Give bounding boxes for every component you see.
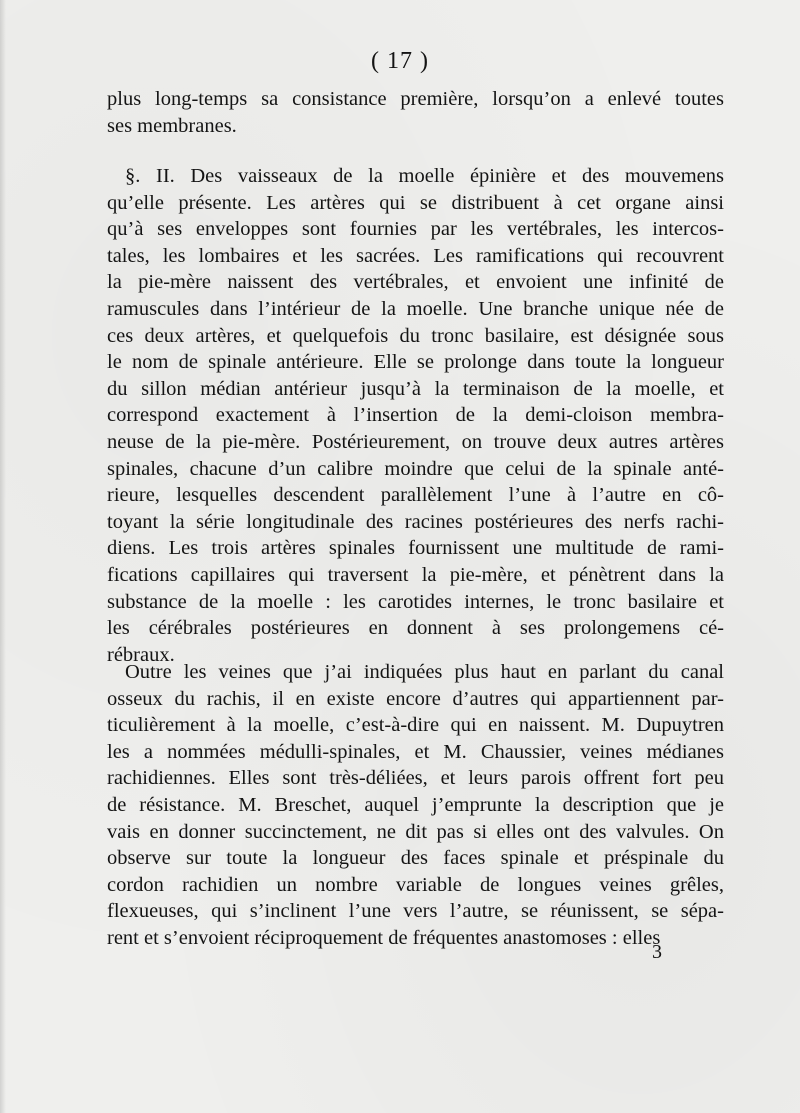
text-line: substance de la moelle : les carotides internes, le tronc basilaire et (107, 590, 724, 613)
text-line: flexueuses, qui s’inclinent l’une vers l’autre, se réunissent, se sépa- (107, 900, 724, 923)
text-line: les a nommées médulli-spinales, et M. Chaussier, veines médianes (107, 740, 724, 763)
text-line: diens. Les trois artères spinales fournissent une multitude de rami- (107, 537, 724, 560)
text-line: qu’elle présente. Les artères qui se distribuent à cet organe ainsi (107, 191, 724, 214)
text-line: les cérébrales postérieures en donnent à ses prolongemens cé- (107, 617, 724, 640)
text-line: du sillon médian antérieur jusqu’à la terminaison de la moelle, et (107, 377, 724, 400)
text-line: la pie-mère naissent des vertébrales, et envoient une infinité de (107, 271, 724, 294)
text-line: plus long-temps sa consistance première, lorsqu’on a enlevé toutes (107, 88, 724, 110)
text-line: qu’à ses enveloppes sont fournies par les vertébrales, les intercos- (107, 218, 724, 241)
text-line: osseux du rachis, il en existe encore d’autres qui appartiennent par- (107, 687, 724, 710)
text-line: rent et s’envoient réciproquement de fréquentes anastomoses : elles (107, 926, 661, 949)
paragraph-2 (107, 163, 724, 668)
text-line: Outre les veines que j’ai indiquées plus haut en parlant du canal (125, 661, 724, 683)
text-line: tales, les lombaires et les sacrées. Les ramifications qui recouvrent (107, 244, 724, 267)
paragraph-3 (107, 659, 724, 952)
text-line: rieure, lesquelles descendent parallèlement l’une à l’autre en cô- (107, 484, 724, 507)
text-line: neuse de la pie-mère. Postérieurement, on trouve deux autres artères (107, 430, 724, 453)
text-line: ramuscules dans l’intérieur de la moelle. Une branche unique née de (107, 297, 724, 320)
text-line: vais en donner succinctement, ne dit pas si elles ont des valvules. On (107, 820, 724, 843)
text-line: ticulièrement à la moelle, c’est-à-dire qui en naissent. M. Dupuytren (107, 714, 724, 737)
text-line: cordon rachidien un nombre variable de longues veines grêles, (107, 873, 724, 896)
text-line: observe sur toute la longueur des faces spinale et préspinale du (107, 847, 724, 870)
text-line: correspond exactement à l’insertion de la demi-cloison membra- (107, 404, 724, 427)
text-line: rachidiennes. Elles sont très-déliées, et leurs parois offrent fort peu (107, 767, 724, 790)
text-line: fications capillaires qui traversent la pie-mère, et pénètrent dans la (107, 563, 724, 586)
paragraph-1 (107, 86, 724, 139)
page-number-header: ( 17 ) (371, 48, 429, 74)
text-line: toyant la série longitudinale des racines postérieures des nerfs rachi- (107, 510, 724, 533)
text-line: le nom de spinale antérieure. Elle se prolonge dans toute la longueur (107, 351, 724, 374)
text-line: spinales, chacune d’un calibre moindre que celui de la spinale anté- (107, 457, 724, 480)
text-line: de résistance. M. Breschet, auquel j’emprunte la description que je (107, 793, 724, 816)
text-line: §. II. Des vaisseaux de la moelle épinière et des mouvemens (125, 165, 724, 187)
text-line: rébraux. (107, 643, 175, 666)
page-edge-shadow (0, 0, 6, 1113)
text-line: ces deux artères, et quelquefois du tronc basilaire, est désignée sous (107, 324, 724, 347)
signature-mark: 3 (652, 941, 662, 963)
text-line: ses membranes. (107, 114, 237, 137)
